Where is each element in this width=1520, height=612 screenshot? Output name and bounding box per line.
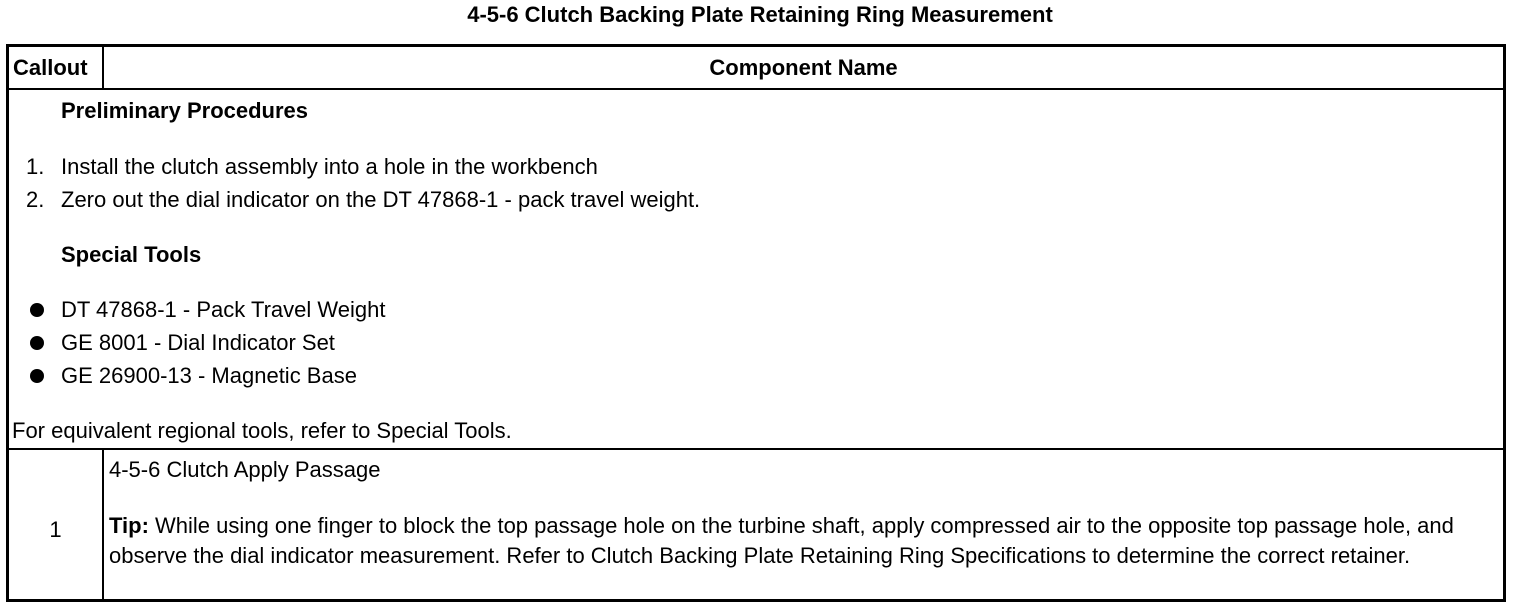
page-title: 4-5-6 Clutch Backing Plate Retaining Ring Measurement [467, 2, 1053, 27]
callout-cell [9, 450, 104, 599]
bullet-icon [30, 303, 44, 317]
tool-item: GE 26900-13 - Magnetic Base [61, 363, 357, 388]
step-text: Zero out the dial indicator on the DT 47868-1 - pack travel weight. [61, 187, 701, 212]
tip-paragraph [109, 511, 1469, 571]
tip-text: While using one finger to block the top passage hole on the turbine shaft, apply compressed air to the opposite top passage hole, and observe the dial indicator measurement. Refer to Clutch Backing Plate Retaining Ring Specifications to determine the correct retainer. [109, 513, 1454, 568]
regional-tools-note: For equivalent regional tools, refer to Special Tools. [12, 418, 512, 443]
tool-item: GE 8001 - Dial Indicator Set [61, 330, 335, 355]
component-name: 4-5-6 Clutch Apply Passage [109, 457, 381, 482]
step-number: 1. [26, 154, 45, 179]
step-number: 2. [26, 187, 45, 212]
preliminary-heading: Preliminary Procedures [61, 98, 309, 123]
bullet-icon [30, 336, 44, 350]
tip-label: Tip: [109, 513, 149, 538]
step-text: Install the clutch assembly into a hole in the workbench [61, 154, 598, 179]
bullet-icon [30, 369, 44, 383]
procedure-table [6, 44, 1506, 602]
header-component-name: Component Name [709, 55, 898, 80]
preliminary-section [9, 90, 1503, 448]
header-callout: Callout [9, 47, 104, 88]
special-tools-heading: Special Tools [61, 242, 202, 267]
tool-item: DT 47868-1 - Pack Travel Weight [61, 297, 386, 322]
component-cell [109, 450, 1463, 599]
callout-number: 1 [49, 517, 62, 542]
